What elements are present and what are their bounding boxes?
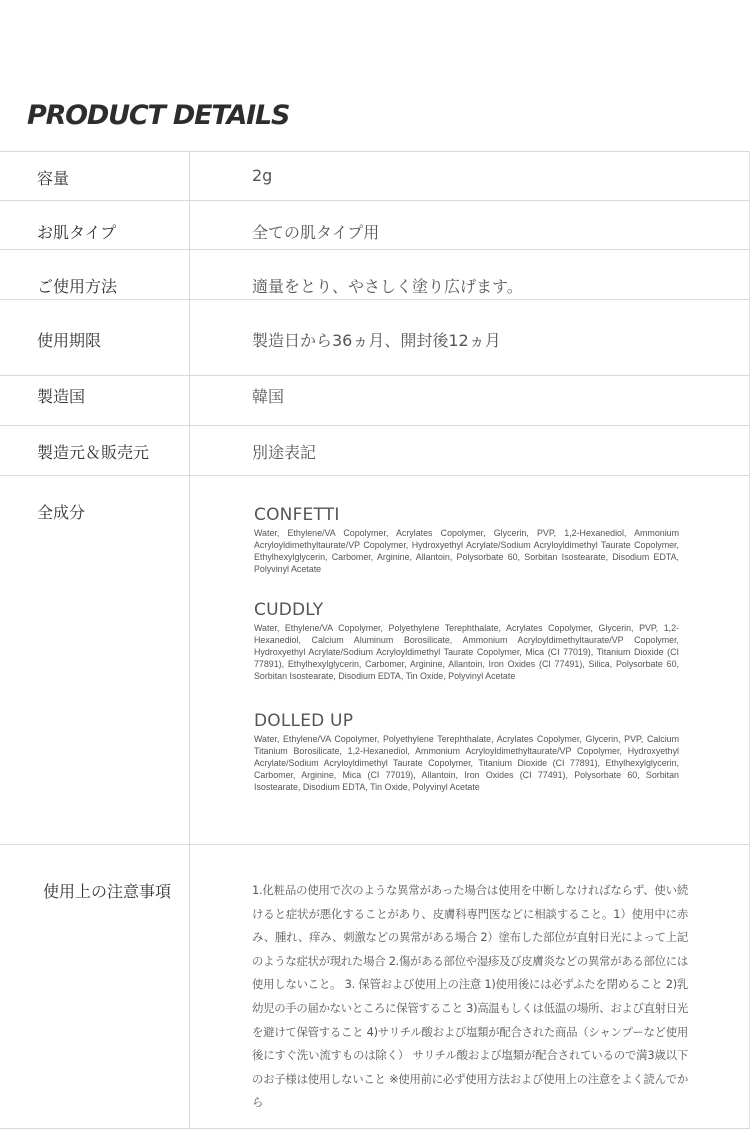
table-row-country	[0, 376, 750, 426]
table-row-expiry	[0, 300, 750, 376]
ingredient-name: CUDDLY	[254, 600, 324, 620]
caution-text: 1.化粧品の使用で次のような異常があった場合は使用を中断しなければならず、使い続けると症状が悪化することがあり、皮膚科専門医などに相談すること。1）使用中に赤み、腫れ、痒み、刺激などの異常がある場合 2）塗布した部位が直射日光によって上記のような症状が現れた場合 2.傷がある部位や湿疹及び皮膚炎などの異常がある部位には使用しないこと。 3. 保管および使用上の注意 1)使用後には必ずふたを閉めること 2)乳幼児の手の届かないところに保管すること 3)高温もしくは低温の場所、および直射日光を避けて保管すること 4)サリチル酸および塩類が配合された商品（シャンプーなど使用後にすぐ洗い流すものは除く） サリチル酸および塩類が配合されているので満3歳以下のお子様は使用しないこと ※使用前に必ず使用方法および使用上の注意をよく読んでから	[252, 883, 688, 1110]
table-row-manufacturer	[0, 426, 750, 476]
row-label: お肌タイプ	[37, 223, 117, 242]
caution-label: 使用上の注意事項	[43, 882, 172, 901]
row-label: 使用期限	[37, 331, 102, 350]
ingredient-list: Water, Ethylene/VA Copolymer, Polyethylene Terephthalate, Acrylates Copolymer, Glycerin, PVP, 1,2-Hexanediol, Calcium Aluminum Borosilicate, Ammonium Acryloyldimethyltaurate/VP Copolymer, Hydroxyethyl Acrylate/Sodium Acryloyldimethyl Taurate Copolymer, Mica (CI 77019), Titanium Dioxide (CI 77891), Ethylhexylglycerin, Carbomer, Arginine, Allantoin, Iron Oxides (CI 77491), Silica, Polysorbate 60, Sorbitan Isostearate, Disodium EDTA, Tin Oxide, Polyvinyl Acetate	[254, 623, 679, 681]
table-row-skin-type	[0, 201, 750, 250]
row-value: 全ての肌タイプ用	[252, 223, 380, 242]
row-label: 製造国	[37, 387, 86, 406]
ingredient-list: Water, Ethylene/VA Copolymer, Polyethylene Terephthalate, Acrylates Copolymer, Glycerin, PVP, Calcium Titanium Borosilicate, 1,2-Hexanediol, Ammonium Acryloyldimethyltaurate/VP Copolymer, Hydroxyethyl Acrylate/Sodium Acryloyldimethyl Taurate Copolymer, Titanium Dioxide (CI 77891), Ethylhexylglycerin, Carbomer, Arginine, Mica (CI 77019), Allantoin, Iron Oxides (CI 77491), Polysorbate 60, Sorbitan Isostearate, Disodium EDTA, Tin Oxide, Polyvinyl Acetate	[254, 734, 679, 792]
ingredient-name: DOLLED UP	[254, 711, 354, 731]
ingredient-list: Water, Ethylene/VA Copolymer, Acrylates Copolymer, Glycerin, PVP, 1,2-Hexanediol, Ammonium Acryloyldimethyltaurate/VP Copolymer, Hydroxyethyl Acrylate/Sodium Acryloyldimethyl Taurate Copolymer, Ethylhexylglycerin, Carbomer, Arginine, Allantoin, Polysorbate 60, Sorbitan Isostearate, Disodium EDTA, Polyvinyl Acetate	[254, 528, 679, 574]
row-value: 2g	[252, 166, 273, 185]
row-value: 適量をとり、やさしく塗り広げます。	[252, 277, 523, 296]
table-row-usage	[0, 250, 750, 300]
row-value: 韓国	[252, 387, 285, 406]
ingredient-block-confetti	[254, 505, 679, 575]
row-label: 製造元＆販売元	[37, 443, 150, 462]
row-label: 全成分	[37, 503, 86, 522]
row-label: 容量	[37, 169, 70, 188]
column-divider	[189, 151, 190, 1128]
row-value: 製造日から36ヵ月、開封後12ヵ月	[252, 331, 501, 350]
row-label: ご使用方法	[37, 277, 118, 296]
ingredient-block-dolled-up	[254, 711, 679, 793]
table-row-capacity	[0, 152, 750, 201]
row-value: 別途表記	[252, 443, 317, 462]
ingredient-block-cuddly	[254, 600, 679, 682]
page-title: PRODUCT DETAILS	[27, 100, 290, 131]
ingredient-name: CONFETTI	[254, 505, 340, 525]
